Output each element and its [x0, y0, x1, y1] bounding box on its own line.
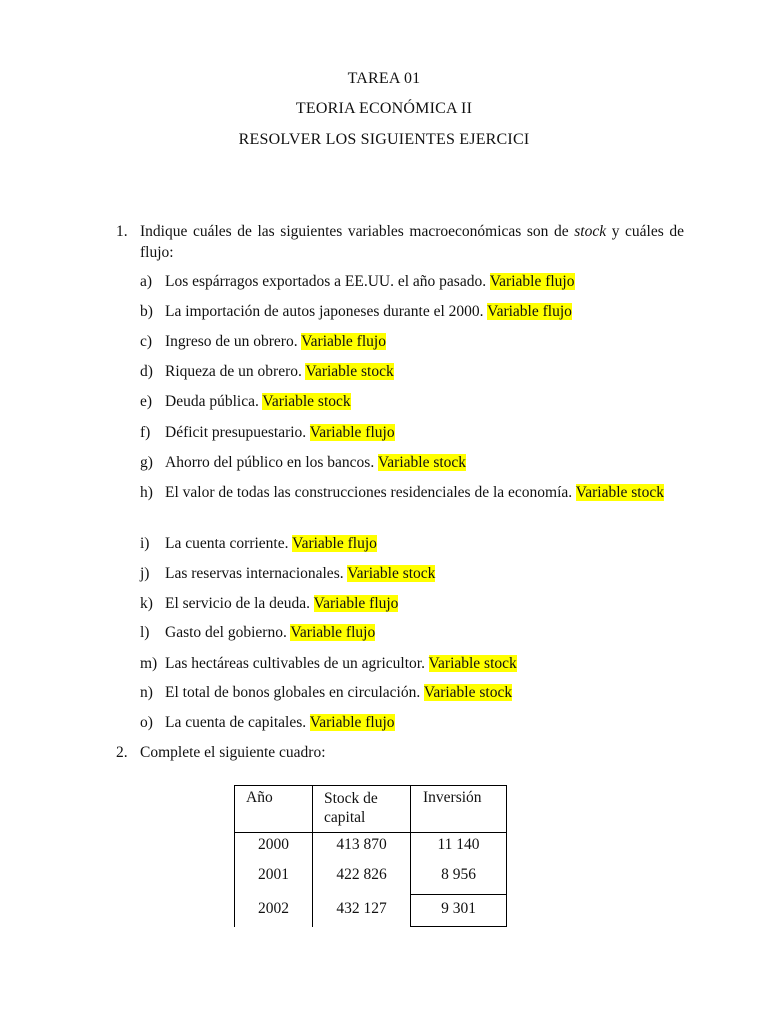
- item-text: [165, 271, 685, 292]
- answer-highlight: Variable flujo: [292, 535, 377, 552]
- table-cell: 413 870: [313, 833, 411, 862]
- answer-highlight: Variable stock: [347, 565, 436, 582]
- item-label: j): [140, 565, 150, 582]
- item-label: o): [140, 714, 153, 731]
- answer-highlight: Variable flujo: [290, 624, 376, 641]
- item-question: Las reservas internacionales.: [165, 565, 348, 582]
- column-header: Inversión: [411, 786, 507, 833]
- document-title: TAREA 01: [347, 70, 421, 87]
- item-text: [165, 422, 685, 443]
- item-text: [165, 712, 685, 733]
- answer-highlight: Variable stock: [262, 393, 351, 410]
- item-label: h): [140, 484, 153, 501]
- table-header-row: [235, 786, 507, 833]
- answer-highlight: Variable stock: [305, 363, 394, 380]
- item-question: La cuenta corriente.: [165, 535, 293, 552]
- item-text: [165, 331, 685, 352]
- item-text: [165, 533, 685, 554]
- item-text: [165, 482, 685, 503]
- item-question: Ahorro del público en los bancos.: [165, 454, 378, 471]
- instructions-title: RESOLVER LOS SIGUIENTES EJERCICI: [238, 131, 530, 148]
- answer-highlight: Variable stock: [428, 655, 517, 672]
- item-question: Deuda pública.: [165, 393, 263, 410]
- question-number: 1.: [116, 223, 128, 240]
- table-cell: 9 301: [411, 895, 507, 927]
- answer-highlight: Variable stock: [377, 454, 467, 471]
- item-label: m): [140, 655, 158, 672]
- table-cell: 432 127: [313, 895, 411, 927]
- item-text: [165, 622, 685, 643]
- item-question: El total de bonos globales en circulación.: [165, 684, 424, 701]
- answer-highlight: Variable flujo: [487, 303, 572, 320]
- item-label: g): [140, 454, 153, 471]
- question-text: Complete el siguiente cuadro:: [140, 744, 326, 761]
- item-text: [165, 391, 685, 412]
- item-question: La cuenta de capitales.: [165, 714, 310, 731]
- item-text: [165, 593, 685, 614]
- item-question: Ingreso de un obrero.: [165, 333, 302, 350]
- table-cell: 2000: [235, 833, 313, 862]
- question-text-end: y cuáles de flujo:: [140, 223, 684, 261]
- table-cell: 11 140: [411, 833, 507, 862]
- table-row: [235, 895, 507, 927]
- item-label: n): [140, 684, 153, 701]
- question-text-italic: stock: [574, 223, 607, 240]
- item-question: Las hectáreas cultivables de un agricultor.: [165, 655, 429, 672]
- item-question: El servicio de la deuda.: [165, 595, 314, 612]
- table-row: [235, 833, 507, 862]
- item-label: c): [140, 333, 153, 350]
- question-number: 2.: [116, 744, 128, 761]
- item-text: [165, 563, 685, 584]
- answer-highlight: Variable flujo: [309, 424, 395, 441]
- item-question: El valor de todas las construcciones residenciales de la economía.: [165, 484, 576, 501]
- item-text: [165, 682, 685, 703]
- capital-table: [234, 785, 507, 927]
- table-row: [235, 861, 507, 895]
- question-text-start: Indique cuáles de las siguientes variables macroeconómicas son de: [140, 223, 575, 240]
- item-question: Los espárragos exportados a EE.UU. el año pasado.: [165, 273, 490, 290]
- course-title: TEORIA ECONÓMICA II: [295, 100, 473, 117]
- item-text: [165, 452, 685, 473]
- item-question: Gasto del gobierno.: [165, 624, 291, 641]
- table-cell: 2002: [235, 895, 313, 927]
- column-header: Stock de capital: [313, 786, 411, 833]
- table-cell: 2001: [235, 861, 313, 895]
- answer-highlight: Variable stock: [423, 684, 513, 701]
- table-cell: 422 826: [313, 861, 411, 895]
- item-question: La importación de autos japoneses durante el 2000.: [165, 303, 488, 320]
- item-label: k): [140, 595, 153, 612]
- item-label: d): [140, 363, 153, 380]
- item-label: e): [140, 393, 153, 410]
- answer-highlight: Variable flujo: [301, 333, 386, 350]
- item-label: l): [140, 624, 150, 641]
- table-cell: 8 956: [411, 861, 507, 895]
- answer-highlight: Variable flujo: [309, 714, 395, 731]
- answer-highlight: Variable flujo: [489, 273, 575, 290]
- item-question: Déficit presupuestario.: [165, 424, 310, 441]
- answer-highlight: Variable stock: [575, 484, 664, 501]
- item-label: i): [140, 535, 150, 552]
- answer-highlight: Variable flujo: [313, 595, 399, 612]
- item-text: [165, 361, 685, 382]
- item-question: Riqueza de un obrero.: [165, 363, 306, 380]
- item-label: b): [140, 303, 153, 320]
- question-text: [140, 221, 684, 263]
- item-text: [165, 653, 685, 674]
- item-label: f): [140, 424, 151, 441]
- item-text: [165, 301, 685, 322]
- item-label: a): [140, 273, 153, 290]
- column-header: Año: [235, 786, 313, 833]
